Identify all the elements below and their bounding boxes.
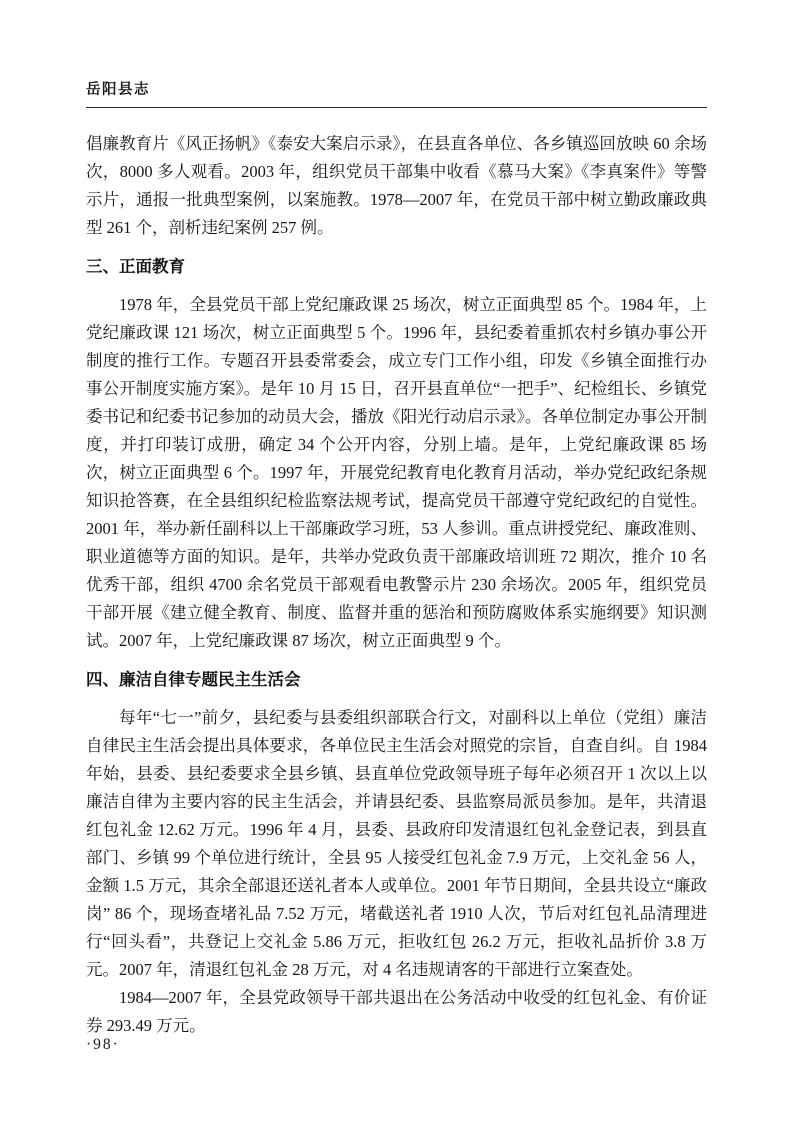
section-heading-positive-education: 三、正面教育 xyxy=(86,258,185,276)
section-heading-self-discipline-meeting: 四、廉洁自律专题民主生活会 xyxy=(86,671,301,689)
paragraph-self-discipline-2: 1984—2007 年，全县党政领导干部共退出在公务活动中收受的红包礼金、有价证券 293.49 万元。 xyxy=(86,988,707,1035)
page-footer xyxy=(86,1036,120,1054)
page-number: ·98· xyxy=(86,1036,120,1053)
page-header xyxy=(86,78,707,108)
page-body xyxy=(86,130,707,1040)
paragraph-self-discipline-1: 每年“七一”前夕，县纪委与县委组织部联合行文，对副科以上单位（党组）廉洁自律民主生活会提出具体要求，各单位民主生活会对照党的宗旨，自查自纠。自 1984 年始，县委、县纪委要求全县乡镇、县直单位党政领导班子每年必须召开 1 次以上以廉洁自律为主要内容的民主生活会，并请县纪委、县监察局派员参加。是年，共清退红包礼金 12.62 万元。1996 年 4 月，县委、县政府印发清退红包礼金登记表，到县直部门、乡镇 99 个单位进行统计，全县 95 人接受红包礼金 7.9 万元，上交礼金 56 人，金额 1.5 万元，其余全部退还送礼者本人或单位。2001 年节日期间，全县共设立“廉政岗” 86 个，现场查堵礼品 7.52 万元，堵截送礼者 1910 人次，节后对红包礼品清理进行“回头看”，共登记上交礼金 5.86 万元，拒收红包 26.2 万元，拒收礼品折价 3.8 万元。2007 年，清退红包礼金 28 万元，对 4 名违规请客的干部进行立案查处。 xyxy=(86,708,707,979)
book-title: 岳阳县志 xyxy=(86,82,150,98)
paragraph-positive-education: 1978 年，全县党员干部上党纪廉政课 25 场次，树立正面典型 85 个。1984 年，上党纪廉政课 121 场次，树立正面典型 5 个。1996 年，县纪委着重抓农村乡镇办事公开制度的推行工作。专题召开县委常委会，成立专门工作小组，印发《乡镇全面推行办事公开制度实施方案》。是年 10 月 15 日，召开县直单位“一把手”、纪检组长、乡镇党委书记和纪委书记参加的动员大会，播放《阳光行动启示录》。各单位制定办事公开制度，并打印装订成册，确定 34 个公开内容，分别上墙。是年，上党纪廉政课 85 场次，树立正面典型 6 个。1997 年，开展党纪教育电化教育月活动，举办党纪政纪条规知识抢答赛，在全县组织纪检监察法规考试，提高党员干部遵守党纪政纪的自觉性。2001 年，举办新任副科以上干部廉政学习班，53 人参训。重点讲授党纪、廉政准则、职业道德等方面的知识。是年，共举办党政负责干部廉政培训班 72 期次，推介 10 名优秀干部，组织 4700 余名党员干部观看电教警示片 230 余场次。2005 年，组织党员干部开展《建立健全教育、制度、监督并重的惩治和预防腐败体系实施纲要》知识测试。2007 年，上党纪廉政课 87 场次，树立正面典型 9 个。 xyxy=(86,295,707,650)
paragraph-continuation: 倡廉教育片《风正扬帆》《泰安大案启示录》，在县直各单位、各乡镇巡回放映 60 余场次，8000 多人观看。2003 年，组织党员干部集中收看《慕马大案》《李真案件》等警示片，通报一批典型案例，以案施教。1978—2007 年，在党员干部中树立勤政廉政典型 261 个，剖析违纪案例 257 例。 xyxy=(86,134,707,237)
